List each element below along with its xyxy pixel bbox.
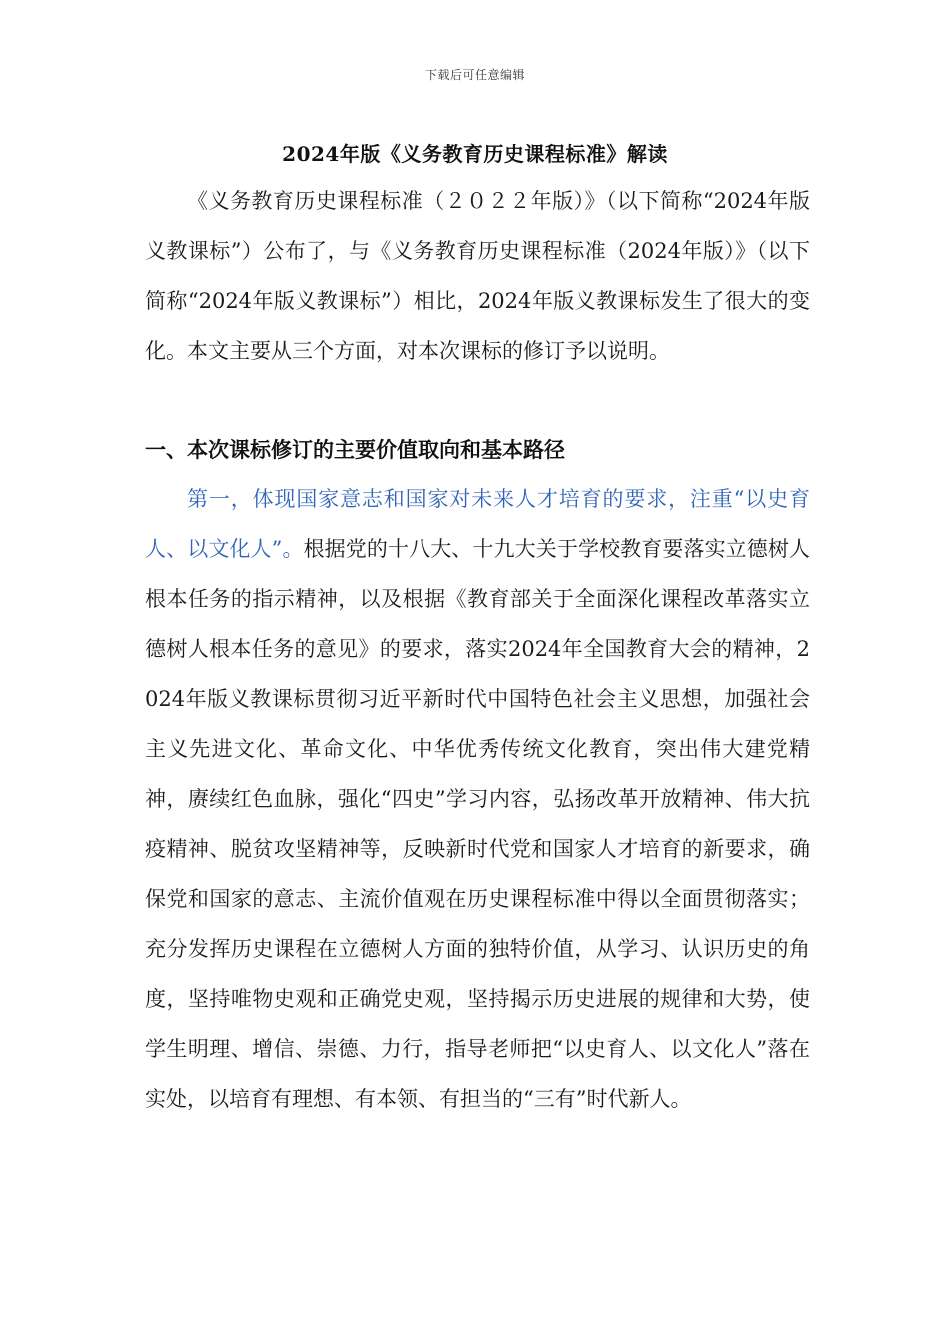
intro-paragraph: 《义务教育历史课程标准（２０２２年版）》（以下简称“2024年版义教课标”）公布了，与《义务教育历史课程标准（2024年版）》（以下简称“2024年版义教课标”）相比，2024年版义教课标发生了很大的变化。本文主要从三个方面，对本次课标的修订予以说明。 xyxy=(145,189,810,363)
paragraph-one-body: 根据党的十八大、十九大关于学校教育要落实立德树人根本任务的指示精神，以及根据《教育部关于全面深化课程改革落实立德树人根本任务的意见》的要求，落实2024年全国教育大会的精神，2024年版义教课标贯彻习近平新时代中国特色社会主义思想，加强社会主义先进文化、革命文化、中华优秀传统文化教育，突出伟大建党精神，赓续红色血脉，强化“四史”学习内容，弘扬改革开放精神、伟大抗疫精神、脱贫攻坚精神等，反映新时代党和国家人才培育的新要求，确保党和国家的意志、主流价值观在历史课程标准中得以全面贯彻落实；充分发挥历史课程在立德树人方面的独特价值，从学习、认识历史的角度，坚持唯物史观和正确党史观，坚持揭示历史进展的规律和大势，使学生明理、增信、崇德、力行，指导老师把“以史育人、以文化人”落在实处，以培育有理想、有本领、有担当的“三有”时代新人。 xyxy=(145,537,810,1111)
header-note: 下载后可任意编辑 xyxy=(424,68,525,82)
document-title: 2024年版《义务教育历史课程标准》解读 xyxy=(282,142,668,166)
paragraph-one-highlight: 第一，体现国家意志和国家对未来人才培育的要求，注重“以史育人、以文化人”。 xyxy=(145,487,810,561)
paragraph-one xyxy=(145,474,810,1124)
section-heading: 一、本次课标修订的主要价值取向和基本路径 xyxy=(145,437,565,462)
